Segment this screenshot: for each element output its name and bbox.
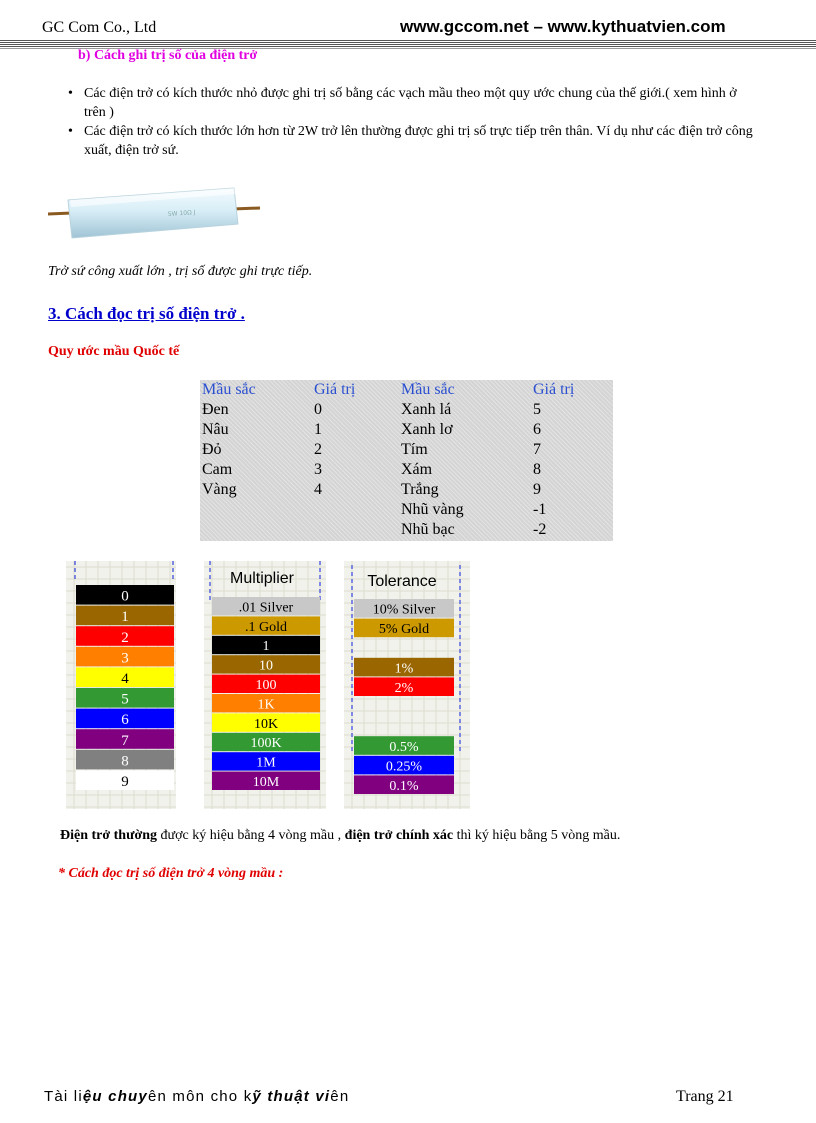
multiplier-label: 1K [257, 697, 275, 713]
tolerance-label: 0.25% [385, 759, 423, 775]
table-row [200, 400, 613, 420]
digit-label: 0 [121, 588, 129, 605]
tolerance-label: 1% [394, 661, 414, 677]
page-number: Trang 21 [676, 1088, 734, 1105]
multiplier-label: 100 [255, 678, 277, 693]
tolerance-label: 0.1% [389, 779, 419, 794]
table-cell: Trắng [401, 481, 439, 498]
footer-part: ỹ thuật vi [252, 1088, 331, 1105]
ring-note [60, 828, 620, 844]
table-cell: Xanh lơ [401, 421, 453, 438]
table-row [200, 520, 613, 540]
footer-part: ên [330, 1088, 350, 1105]
footer-part: ệu chuy [82, 1088, 148, 1105]
table-cell: 5 [533, 401, 541, 418]
digit-label: 3 [121, 650, 129, 667]
table-cell: Đen [202, 401, 229, 418]
list-item: • Các điện trở có kích thước lớn hơn từ 2W trở lên thường được ghi trị số trực tiếp trên thân. Ví dụ như các điện trở công xuất, điện trở sứ. [66, 122, 756, 160]
table-cell: 6 [533, 421, 541, 438]
table-cell: Cam [202, 461, 233, 478]
digit-label: 4 [121, 671, 129, 687]
multiplier-label: 1M [256, 755, 276, 771]
table-cell: Đỏ [202, 441, 222, 458]
tolerance-label: 0.5% [389, 739, 419, 755]
note-text-1: được ký hiệu bằng 4 vòng mầu , [157, 828, 345, 843]
table-cell: 4 [314, 481, 322, 498]
table-cell: Xám [401, 461, 433, 478]
table-cell: 1 [314, 421, 322, 438]
resistor-color-chart [66, 561, 470, 809]
table-row [200, 500, 613, 520]
table-cell [312, 520, 399, 540]
table-cell: 0 [314, 401, 322, 418]
multiplier-label: 10 [259, 658, 273, 674]
multiplier-label: 100K [250, 736, 282, 752]
header-company: GC Com Co., Ltd [42, 19, 157, 36]
svg-text:5W 10Ω J: 5W 10Ω J [167, 209, 196, 218]
note-bold-1: Điện trở thường [60, 828, 158, 843]
table-cell: Nhũ bạc [401, 521, 455, 538]
digit-label: 1 [121, 609, 129, 626]
digit-label: 8 [121, 753, 129, 770]
table-cell: Nhũ vàng [401, 501, 464, 518]
section-b-title: b) Cách ghi trị số của điện trở [78, 48, 258, 63]
tolerance-label: 10% Silver [372, 602, 436, 618]
multiplier-label: 1 [262, 639, 270, 655]
digit-label: 6 [121, 712, 129, 729]
multiplier-label: .01 Silver [238, 600, 294, 616]
color-code-heading: Quy ước mầu Quốc tế [48, 344, 180, 359]
image-caption: Trở sứ công xuất lớn , trị số được ghi trực tiếp. [48, 264, 313, 279]
list-item: • Các điện trở có kích thước nhỏ được ghi trị số bằng các vạch mầu theo một quy ước chung của thế giới.( xem hình ở trên ) [66, 84, 756, 122]
table-header: Mầu sắc [401, 381, 455, 398]
table-cell: 3 [314, 461, 322, 478]
table-cell [200, 520, 312, 540]
tolerance-title: Tolerance [367, 573, 437, 590]
footer-title [44, 1088, 349, 1105]
table-cell: Tím [401, 441, 428, 458]
table-cell: -1 [533, 501, 547, 518]
table-cell: 8 [533, 461, 541, 478]
color-table [200, 380, 613, 540]
table-cell: Nâu [202, 421, 229, 438]
table-row [200, 480, 613, 500]
digit-label: 5 [121, 691, 129, 708]
bullet-list [66, 84, 756, 160]
table-row [200, 440, 613, 460]
table-header: Mầu sắc [202, 381, 256, 398]
table-header: Giá trị [314, 381, 356, 398]
table-cell [312, 500, 399, 520]
footer-part: ên môn cho k [147, 1088, 253, 1105]
table-cell [200, 500, 312, 520]
multiplier-label: .1 Gold [245, 619, 287, 635]
table-cell: 9 [533, 481, 541, 498]
table-row [200, 420, 613, 440]
table-row [200, 460, 613, 480]
note-bold-2: điện trở chính xác [344, 828, 454, 843]
table-header: Giá trị [533, 381, 575, 398]
table-cell: Vàng [202, 481, 237, 498]
digit-label: 2 [121, 629, 129, 646]
subheading-4-ring: * Cách đọc trị số điện trở 4 vòng mầu : [58, 866, 284, 881]
table-cell: 2 [314, 441, 322, 458]
multiplier-title: Multiplier [229, 570, 295, 587]
table-cell: -2 [533, 521, 547, 538]
footer-part: Tài li [44, 1088, 83, 1105]
multiplier-label: 10M [252, 775, 280, 790]
ceramic-resistor-image [48, 180, 262, 244]
tolerance-label: 5% Gold [378, 622, 430, 638]
multiplier-label: 10K [253, 716, 279, 732]
tolerance-label: 2% [394, 681, 414, 696]
note-text-2: thì ký hiệu bằng 5 vòng mầu. [453, 828, 621, 843]
header-website: www.gccom.net – www.kythuatvien.com [400, 17, 726, 36]
digit-label: 9 [121, 774, 129, 790]
table-cell: 7 [533, 441, 541, 458]
digit-label: 7 [121, 732, 129, 749]
table-cell: Xanh lá [401, 401, 452, 418]
color-code-table [200, 380, 613, 541]
section-3-title: 3. Cách đọc trị số điện trở . [48, 304, 245, 323]
